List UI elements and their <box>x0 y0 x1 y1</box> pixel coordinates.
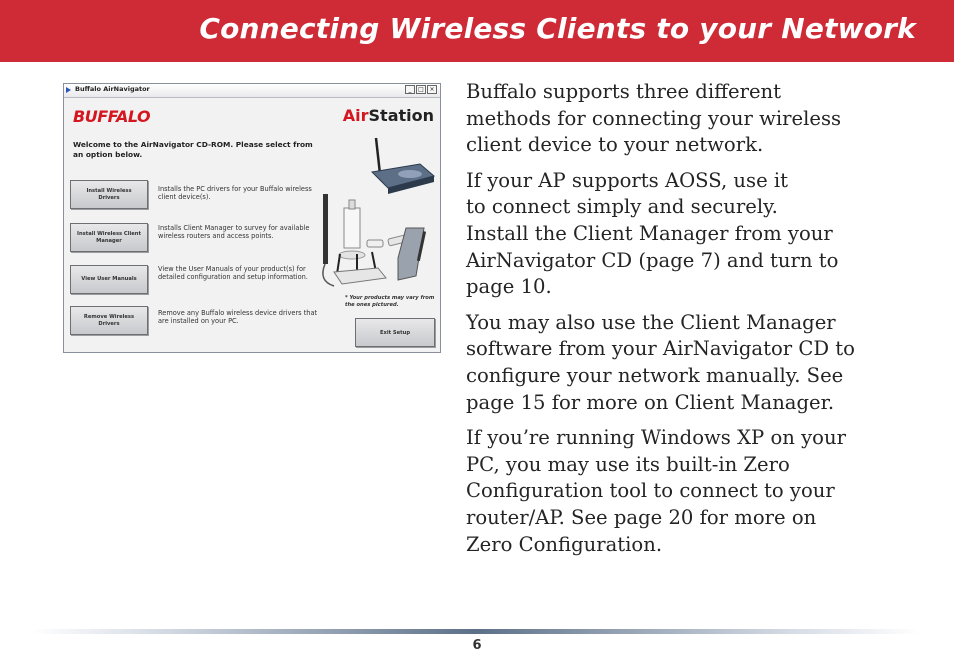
install-wireless-drivers-button: Install Wireless Drivers <box>70 180 148 209</box>
welcome-text: Welcome to the AirNavigator CD-ROM. Please select from an option below. <box>73 140 313 159</box>
option-description: Remove any Buffalo wireless device drivers that are installed on your PC. <box>158 309 318 326</box>
remove-wireless-drivers-button: Remove Wireless Drivers <box>70 306 148 335</box>
airstation-logo-air: Air <box>342 106 369 125</box>
page-title: Connecting Wireless Clients to your Network <box>199 12 916 45</box>
app-arrow-icon <box>66 87 71 93</box>
window-titlebar <box>64 84 440 98</box>
products-note: * Your products may vary from the ones pictured. <box>345 295 435 308</box>
airnavigator-screenshot <box>63 83 441 353</box>
option-description: Installs Client Manager to survey for available wireless routers and access points. <box>158 224 310 241</box>
option-description: View the User Manuals of your product(s) for detailed configuration and setup information. <box>158 265 308 282</box>
footer-divider <box>30 629 920 634</box>
airstation-logo-station: Station <box>368 106 434 125</box>
paragraph: If your AP supports AOSS, use it to connect simply and securely. Install the Client Manager from your AirNavigator CD (page 7) and turn to page 10. <box>466 168 839 299</box>
window-controls <box>405 85 437 94</box>
close-icon: × <box>427 85 437 94</box>
body-text <box>466 79 906 567</box>
paragraph: Buffalo supports three different methods for connecting your wireless client device to your network. <box>466 80 842 157</box>
page-number: 6 <box>472 638 482 653</box>
paragraph: If you’re running Windows XP on your PC, you may use its built-in Zero Configuration tool to connect to your router/AP. See page 20 for more on Zero Configuration. <box>466 426 846 556</box>
view-user-manuals-button: View User Manuals <box>70 265 148 294</box>
exit-setup-button: Exit Setup <box>355 318 435 347</box>
maximize-icon: □ <box>416 85 426 94</box>
option-description: Installs the PC drivers for your Buffalo wireless client device(s). <box>158 185 312 202</box>
airstation-logo <box>343 106 434 125</box>
buffalo-logo: BUFFALO <box>73 107 151 126</box>
window-title: Buffalo AirNavigator <box>75 85 150 93</box>
header-bar <box>0 0 954 62</box>
install-client-manager-button: Install Wireless Client Manager <box>70 223 148 252</box>
minimize-icon: _ <box>405 85 415 94</box>
products-illustration <box>316 136 440 291</box>
paragraph: You may also use the Client Manager software from your AirNavigator CD to configure your network manually. See page 15 for more on Client Manager. <box>466 310 855 414</box>
